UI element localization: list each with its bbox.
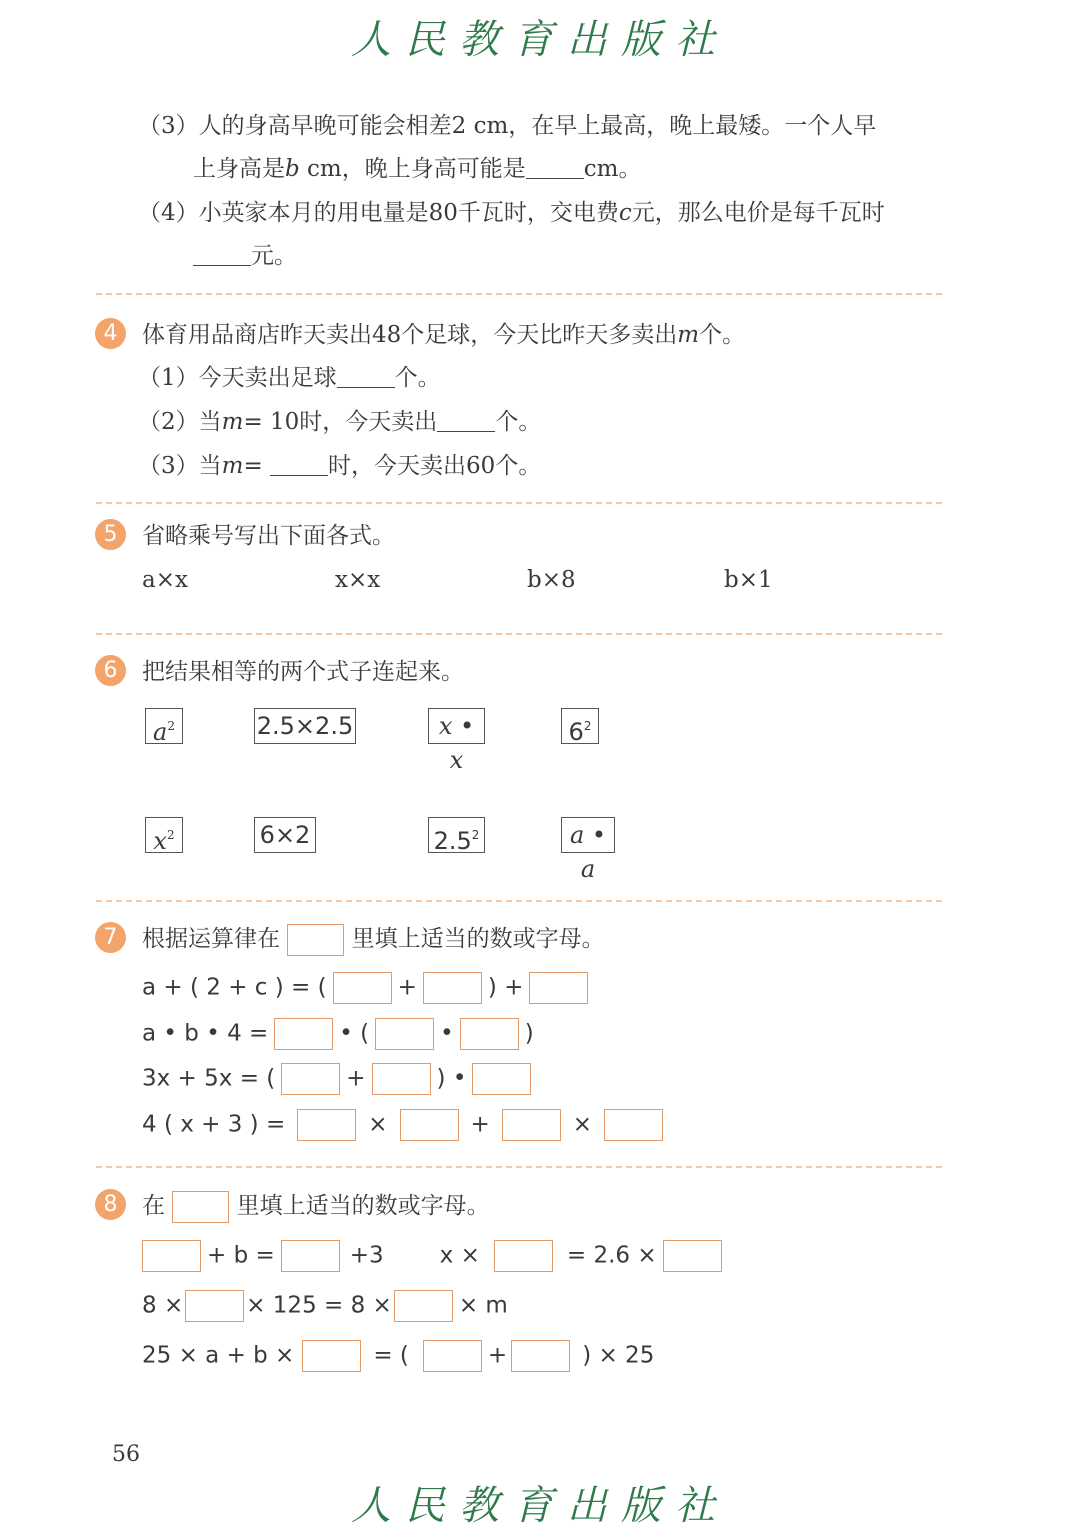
page-number: 56: [112, 1442, 140, 1467]
section-divider: [96, 633, 942, 635]
match-card-bottom-3[interactable]: $2.5^2$: [428, 817, 485, 853]
q7-row-1: a + ( 2 + c ) = ( + ) +: [142, 972, 594, 1004]
match-card-top-3[interactable]: x • x: [428, 708, 485, 744]
match-card-bottom-1[interactable]: $x^2$: [145, 817, 183, 853]
answer-box[interactable]: [297, 1109, 356, 1141]
q7-row-3: 3x + 5x = ( + ) •: [142, 1063, 537, 1095]
answer-box[interactable]: [281, 1063, 340, 1095]
answer-box[interactable]: [502, 1109, 561, 1141]
q3-item3-line1: （3）人的身高早晚可能会相差2 cm，在早上最高，晚上最矮。一个人早: [138, 113, 877, 139]
answer-blank[interactable]: [337, 387, 395, 388]
q4-title: 体育用品商店昨天卖出48个足球，今天比昨天多卖出m个。: [142, 322, 746, 348]
answer-box[interactable]: [400, 1109, 459, 1141]
answer-box[interactable]: [472, 1063, 531, 1095]
match-card-bottom-2[interactable]: 6×2: [254, 817, 316, 853]
question-number-5: 5: [95, 519, 126, 550]
q8-title: 在 里填上适当的数或字母。: [142, 1191, 490, 1223]
q7-title: 根据运算律在 里填上适当的数或字母。: [142, 924, 605, 956]
section-divider: [96, 900, 942, 902]
question-number-4: 4: [95, 318, 126, 349]
q5-expr-3: b×8: [527, 567, 576, 593]
answer-blank[interactable]: [526, 178, 584, 179]
answer-box[interactable]: [663, 1240, 722, 1272]
answer-blank[interactable]: [193, 265, 251, 266]
answer-box[interactable]: [423, 972, 482, 1004]
q4-part3: （3）当m= 时，今天卖出60个。: [138, 453, 542, 479]
q3-item4-line2: 元。: [193, 241, 297, 271]
q5-title: 省略乘号写出下面各式。: [142, 523, 395, 549]
answer-box[interactable]: [333, 972, 392, 1004]
q5-expr-1: a×x: [142, 567, 188, 593]
publisher-watermark-bottom: 人民教育出版社: [351, 1483, 729, 1529]
q8-row-2: 8 × × 125 = 8 × × m: [142, 1290, 508, 1322]
answer-box[interactable]: [529, 972, 588, 1004]
q3-item3-line2: 上身高是b cm，晚上身高可能是 cm。: [193, 156, 642, 182]
sample-box: [287, 924, 344, 956]
sample-box: [172, 1191, 229, 1223]
question-number-8: 8: [95, 1189, 126, 1220]
answer-box[interactable]: [302, 1340, 361, 1372]
q5-expr-4: b×1: [724, 567, 773, 593]
answer-box[interactable]: [274, 1018, 333, 1050]
question-number-7: 7: [95, 922, 126, 953]
answer-box[interactable]: [494, 1240, 553, 1272]
answer-blank[interactable]: [270, 475, 328, 476]
q4-part2: （2）当m= 10时，今天卖出 个。: [138, 409, 542, 435]
answer-box[interactable]: [375, 1018, 434, 1050]
match-card-bottom-4[interactable]: a • a: [561, 817, 615, 853]
answer-box[interactable]: [511, 1340, 570, 1372]
answer-blank[interactable]: [437, 431, 495, 432]
q6-title: 把结果相等的两个式子连起来。: [142, 659, 464, 685]
q4-part1: （1）今天卖出足球 个。: [138, 365, 441, 391]
section-divider: [96, 293, 942, 295]
match-card-top-2[interactable]: 2.5×2.5: [254, 708, 356, 744]
section-divider: [96, 1166, 942, 1168]
answer-box[interactable]: [604, 1109, 663, 1141]
q3-item4-line1: （4）小英家本月的用电量是80千瓦时，交电费c元，那么电价是每千瓦时: [138, 200, 885, 226]
q5-expr-2: x×x: [335, 567, 381, 593]
q7-row-4: 4 ( x + 3 ) = × + ×: [142, 1109, 675, 1141]
question-number-6: 6: [95, 655, 126, 686]
answer-box[interactable]: [460, 1018, 519, 1050]
section-divider: [96, 502, 942, 504]
match-card-top-4[interactable]: $6^2$: [561, 708, 599, 744]
q7-row-2: a • b • 4 = • ( • ): [142, 1018, 534, 1050]
answer-box[interactable]: [185, 1290, 244, 1322]
answer-box[interactable]: [142, 1240, 201, 1272]
publisher-watermark-top: 人民教育出版社: [351, 17, 729, 63]
answer-box[interactable]: [372, 1063, 431, 1095]
answer-box[interactable]: [281, 1240, 340, 1272]
q8-row-3: 25 × a + b × = ( + ) × 25: [142, 1340, 654, 1372]
match-card-top-1[interactable]: $a^2$: [145, 708, 183, 744]
answer-box[interactable]: [394, 1290, 453, 1322]
q8-row-1: + b = +3 x × = 2.6 ×: [142, 1240, 722, 1272]
answer-box[interactable]: [423, 1340, 482, 1372]
